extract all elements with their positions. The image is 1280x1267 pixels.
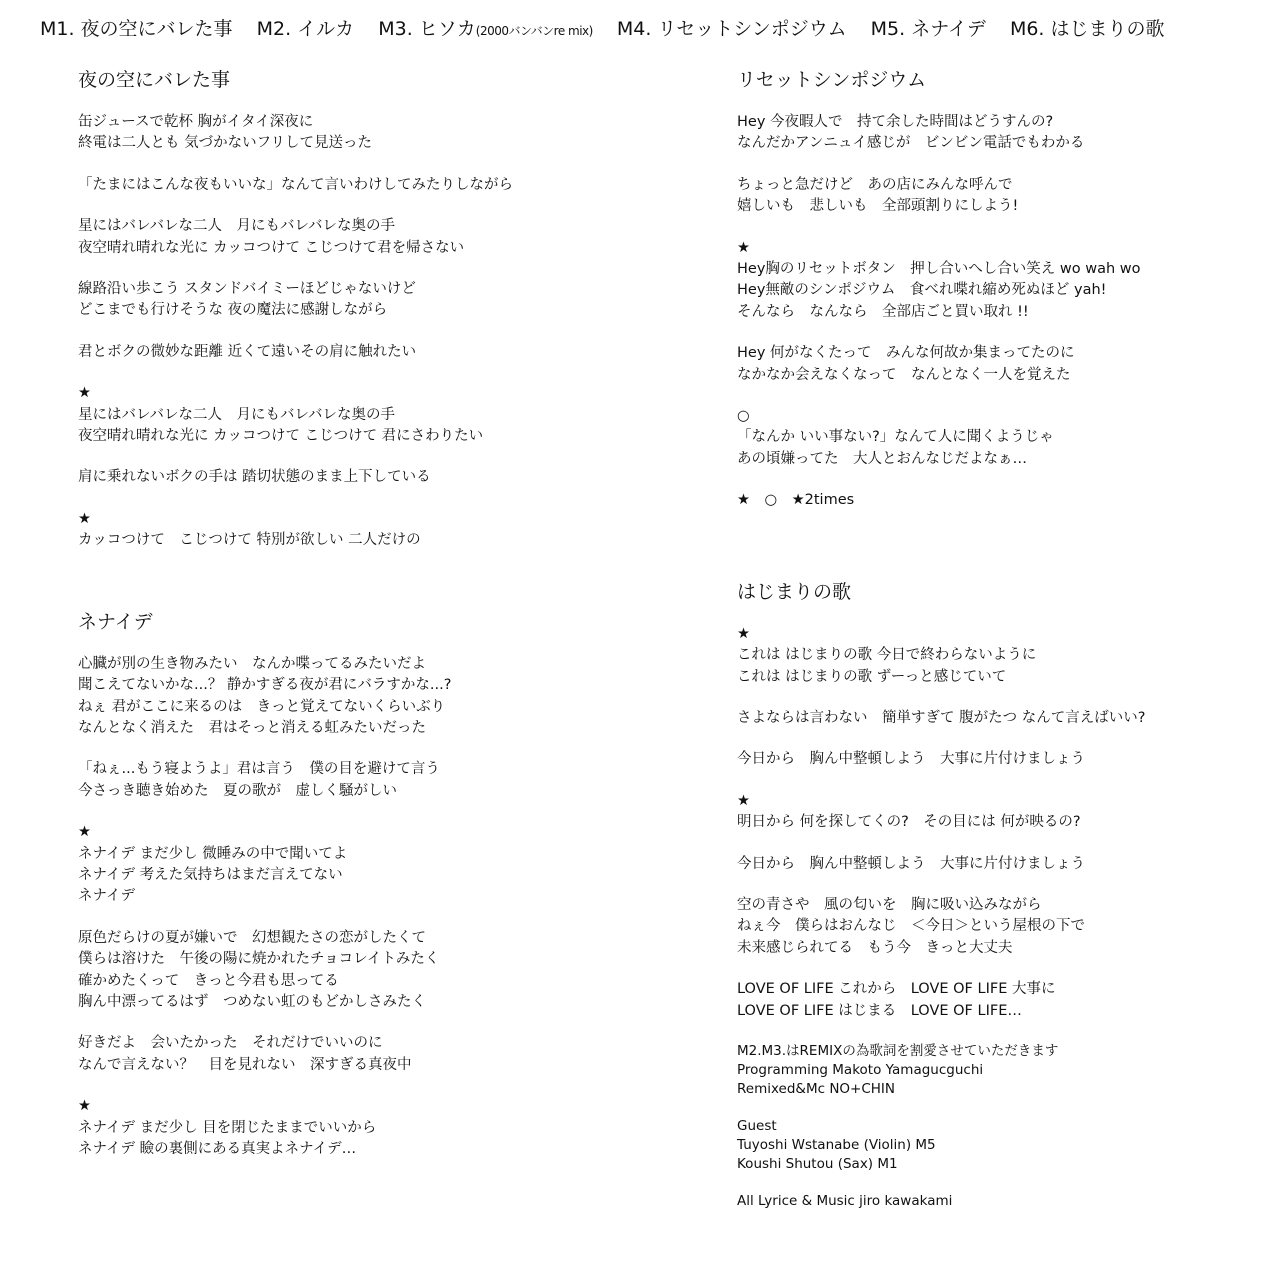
lyric-line: 「なんか いい事ない?」なんて人に聞くようじゃ <box>737 429 1054 446</box>
lyric-line: あの頃嫌ってた 大人とおんなじだよなぁ… <box>737 450 1027 467</box>
lyric-line: ★ ○ ★2times <box>737 492 855 509</box>
lyric-line: 終電は二人とも 気づかないフリして見送った <box>78 135 373 152</box>
lyric-line: LOVE OF LIFE はじまる LOVE OF LIFE… <box>737 1002 1022 1019</box>
lyric-line: ねぇ 君がここに来るのは きっと覚えてないくらいぶり <box>78 698 446 715</box>
lyric-line: 星にはバレバレな二人 月にもバレバレな奥の手 <box>78 406 395 423</box>
lyric-line: 星にはバレバレな二人 月にもバレバレな奥の手 <box>78 218 395 235</box>
lyric-line: Remixed&Mc NO+CHIN <box>737 1080 896 1097</box>
right-column <box>737 64 1267 1229</box>
lyric-line: 僕らは溶けた 午後の陽に焼かれたチョコレイトみたく <box>78 951 440 968</box>
lyric-line: Koushi Shutou (Sax) M1 <box>737 1155 898 1172</box>
credits <box>737 1042 1267 1211</box>
lyric-line: 夜空晴れ晴れな光に カッコつけて こじつけて君を帰さない <box>78 239 465 256</box>
lyric-line: Tuyoshi Wstanabe (Violin) M5 <box>737 1136 936 1153</box>
lyric-line: 空の青さや 風の匂いを 胸に吸い込みながら <box>737 896 1042 913</box>
lyric-line: なんだかアンニュイ感じが ビンビン電話でもわかる <box>737 135 1085 152</box>
song-lyrics <box>737 624 1267 1022</box>
stanza <box>737 791 1267 834</box>
lyric-line: ★ <box>78 385 91 402</box>
song-yoru <box>78 64 638 552</box>
lyric-line: Hey胸のリセットボタン 押し合いへし合い笑え wo wah wo <box>737 261 1141 278</box>
lyric-line: 明日から 何を探してくの? その目には 何が映るの? <box>737 814 1081 831</box>
track-m3 <box>378 14 593 46</box>
stanza <box>737 1192 1267 1211</box>
lyric-line: なんとなく消えた 君はそっと消える虹みたいだった <box>78 719 426 736</box>
song-nenaide <box>78 606 638 1161</box>
stanza <box>78 928 638 1014</box>
song-title: はじまりの歌 <box>737 580 852 603</box>
lyric-line: ★ <box>78 824 91 841</box>
lyric-line: 缶ジュースで乾杯 胸がイタイ深夜に <box>78 114 314 130</box>
stanza <box>737 979 1267 1022</box>
lyric-line: 未来感じられてる もう今 きっと大丈夫 <box>737 939 1013 956</box>
lyric-line: 今さっき聴き始めた 夏の歌が 虚しく騒がしい <box>78 782 397 799</box>
lyric-line: なんで言えない？ 目を見れない 深すぎる真夜中 <box>78 1056 412 1073</box>
stanza <box>737 490 1267 511</box>
track-m5: M5. ネナイデ <box>870 18 986 40</box>
song-title: 夜の空にバレた事 <box>78 69 231 91</box>
stanza <box>78 216 638 259</box>
stanza <box>78 112 638 155</box>
lyric-line: 嬉しいも 悲しいも 全部頭割りにしよう! <box>737 198 1019 215</box>
stanza <box>78 175 638 196</box>
lyric-line: ★ <box>737 625 750 642</box>
song-title: リセットシンポジウム <box>737 69 927 91</box>
lyric-line: 確かめたくって きっと今君も思ってる <box>78 972 339 989</box>
stanza <box>78 1033 638 1076</box>
lyric-line: なかなか会えなくなって なんとなく一人を覚えた <box>737 366 1071 383</box>
lyric-line: All Lyrice & Music jiro kawakami <box>737 1192 953 1209</box>
lyric-line: ねぇ今 僕らはおんなじ ＜今日＞という屋根の下で <box>737 918 1085 935</box>
lyric-line: 「ねぇ...もう寝ようよ」君は言う 僕の目を避けて言う <box>78 761 440 778</box>
lyric-line: 今日から 胸ん中整頓しよう 大事に片付けましょう <box>737 855 1085 872</box>
lyric-line: Hey 今夜暇人で 持て余した時間はどうすんの? <box>737 114 1054 130</box>
track-m6: M6. はじまりの歌 <box>1009 18 1165 40</box>
track-m3-title: M3. ヒソカ <box>378 18 476 40</box>
lyric-line: これは はじまりの歌 ずーっと感じていて <box>737 668 1007 685</box>
lyric-line: ★ <box>78 1098 91 1115</box>
lyric-line: 原色だらけの夏が嫌いで 幻想観たさの恋がしたくて <box>78 929 426 946</box>
lyric-line: どこまでも行けそうな 夜の魔法に感謝しながら <box>78 302 388 319</box>
stanza <box>737 749 1267 770</box>
stanza <box>78 383 638 447</box>
stanza <box>737 854 1267 875</box>
lyric-line: ネナイデ <box>78 888 135 905</box>
stanza <box>78 279 638 322</box>
stanza <box>78 342 638 363</box>
track-m1: M1. 夜の空にバレた事 <box>40 18 233 40</box>
stanza <box>78 467 638 488</box>
track-m3-note: (2000バンバンre mix) <box>475 24 593 38</box>
lyric-line: ネナイデ 考えた気持ちはまだ言えてない <box>78 866 343 883</box>
track-m2: M2. イルカ <box>256 18 355 40</box>
stanza <box>78 759 638 802</box>
lyric-line: Programming Makoto Yamagucguchi <box>737 1061 984 1078</box>
stanza <box>737 238 1267 324</box>
lyric-line: カッコつけて こじつけて 特別が欲しい 二人だけの <box>78 532 421 549</box>
stanza <box>78 822 638 908</box>
lyric-line: LOVE OF LIFE これから LOVE OF LIFE 大事に <box>737 981 1056 998</box>
lyric-line: ★ <box>737 239 750 256</box>
lyric-line: これは はじまりの歌 今日で終わらないように <box>737 647 1037 664</box>
left-column <box>78 64 638 1180</box>
stanza <box>737 895 1267 959</box>
lyric-line: 線路沿い歩こう スタンドバイミーほどじゃないけど <box>78 281 416 298</box>
lyric-line: ちょっと急だけど あの店にみんな呼んで <box>737 176 1013 193</box>
song-title: ネナイデ <box>78 610 153 633</box>
stanza <box>737 406 1267 470</box>
lyric-line: 君とボクの微妙な距離 近くて遠いその肩に触れたい <box>78 343 417 360</box>
lyric-line: 胸ん中漂ってるはず つめない虹のもどかしさみたく <box>78 993 426 1010</box>
song-lyrics <box>78 654 638 1161</box>
lyric-line: そんなら なんなら 全部店ごと買い取れ !! <box>737 303 1029 320</box>
lyric-line: Guest <box>737 1117 777 1134</box>
lyric-line: 聞こえてないかな...？ 静かすぎる夜が君にバラすかな...? <box>78 677 452 694</box>
stanza <box>78 509 638 552</box>
stanza <box>737 624 1267 688</box>
track-list <box>40 14 1260 44</box>
lyric-line: ネナイデ まだ少し 目を閉じたままでいいから <box>78 1119 377 1136</box>
lyric-line: ネナイデ 瞼の裏側にある真実よネナイデ… <box>78 1141 357 1157</box>
stanza <box>737 343 1267 386</box>
stanza <box>737 1042 1267 1099</box>
stanza <box>737 175 1267 218</box>
lyric-line: 今日から 胸ん中整頓しよう 大事に片付けましょう <box>737 751 1085 768</box>
lyric-line: ○ <box>737 408 750 425</box>
stanza <box>78 1096 638 1160</box>
lyric-line: 心臓が別の生き物みたい なんか喋ってるみたいだよ <box>78 655 426 672</box>
track-m4: M4. リセットシンポジウム <box>616 18 847 40</box>
lyric-line: ★ <box>78 510 91 527</box>
stanza <box>78 654 638 740</box>
stanza <box>737 708 1267 729</box>
lyric-line: 夜空晴れ晴れな光に カッコつけて こじつけて 君にさわりたい <box>78 428 484 445</box>
lyric-line: ★ <box>737 792 750 809</box>
song-lyrics <box>78 112 638 552</box>
lyric-line: ネナイデ まだ少し 微睡みの中で聞いてよ <box>78 845 348 862</box>
stanza <box>737 112 1267 155</box>
song-reset <box>737 64 1267 512</box>
lyric-line: 「たまにはこんな夜もいいな」なんて言いわけしてみたりしながら <box>78 176 513 193</box>
lyric-line: M2.M3.はREMIXの為歌詞を割愛させていただきます <box>737 1042 1059 1059</box>
lyric-line: 肩に乗れないボクの手は 踏切状態のまま上下している <box>78 469 431 486</box>
song-hajimari <box>737 576 1267 1022</box>
stanza <box>737 1117 1267 1174</box>
lyric-line: Hey無敵のシンポジウム 食べれ喋れ縮め死ぬほど yah! <box>737 282 1107 299</box>
song-lyrics <box>737 112 1267 512</box>
lyric-line: さよならは言わない 簡単すぎて 腹がたつ なんて言えばいい? <box>737 709 1146 726</box>
lyric-line: Hey 何がなくたって みんな何故か集まってたのに <box>737 345 1075 362</box>
credits-text <box>737 1042 1267 1211</box>
lyric-line: 好きだよ 会いたかった それだけでいいのに <box>78 1035 383 1052</box>
